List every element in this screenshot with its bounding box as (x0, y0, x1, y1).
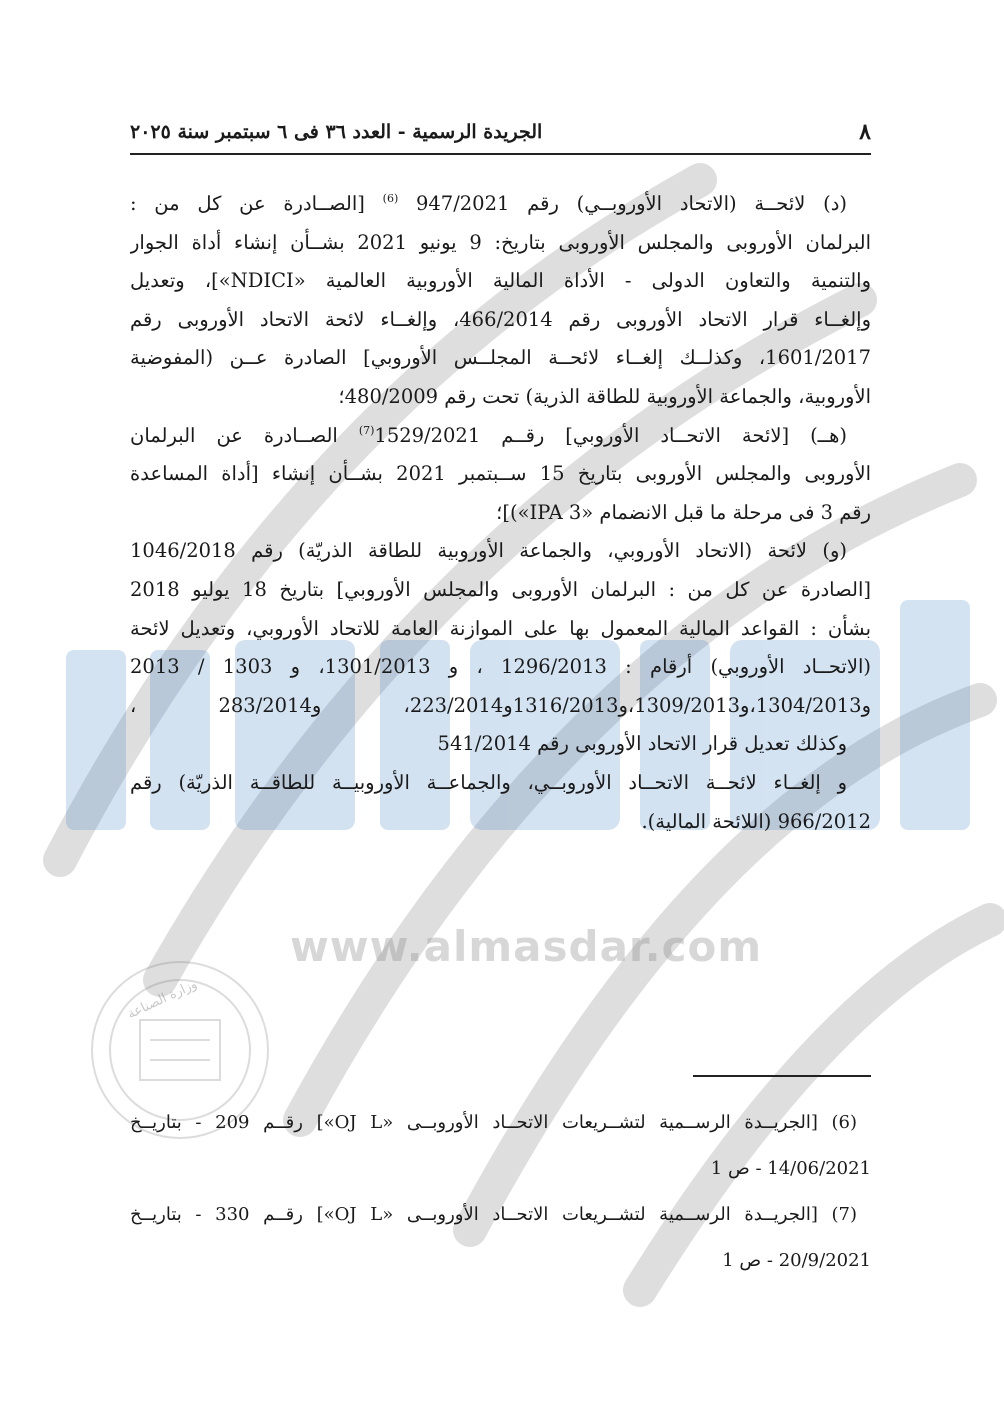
footnote-line: (6) [الجريــدة الرســمية لتشــريعات الاتحــاد الأوروبــى «OJ L»] رقــم 209 - بتاريــخ (130, 1112, 857, 1133)
paragraph-h (130, 417, 871, 533)
text-line: 966/2012 (اللائحة المالية). (641, 809, 871, 833)
text-line: (الاتحــاد الأوروبي) أرقام : 1296/2013 ، و 1301/2013، و 1303 / 2013 (130, 655, 871, 679)
text-line: وإلغــاء قرار الاتحاد الأوروبى رقم 466/2014، وإلغــاء لائحة الاتحاد الأوروبى رقم (130, 307, 871, 331)
footnote-line: (7) [الجريــدة الرســمية لتشــريعات الاتحــاد الأوروبــى «OJ L»] رقــم 330 - بتاريــخ (130, 1204, 857, 1225)
text-line: [الصادرة عن كل من : البرلمان الأوروبى والمجلس الأوروبي] بتاريخ 18 يوليو 2018 (130, 577, 871, 601)
footnote-ref: (7) (358, 423, 375, 437)
text-line: بشأن : القواعد المالية المعمول بها على الموازنة العامة للاتحاد الأوروبي، وتعديل لائحة (130, 616, 871, 640)
header-divider (130, 153, 871, 155)
footnote-6 (130, 1100, 871, 1192)
document-body (130, 185, 871, 841)
text-line: الأوروبية، والجماعة الأوروبية للطاقة الذرية) تحت رقم 480/2009؛ (338, 384, 871, 408)
text-line: البرلمان الأوروبى والمجلس الأوروبى بتاريخ: 9 يونيو 2021 بشــأن إنشاء أداة الجوار (130, 230, 871, 254)
footnote-divider (693, 1075, 871, 1077)
text-line: وكذلك تعديل قرار الاتحاد الأوروبى رقم 541/2014 (437, 732, 847, 756)
watermark-seal-text: وزارة الصناعة (125, 976, 200, 1023)
text-line: (و) لائحة (الاتحاد الأوروبي، والجماعة الأوروبية للطاقة الذريّة) رقم 1046/2018 (130, 539, 847, 563)
text-line: (هــ) [لائحة الاتحــاد الأوروبي] رقــم 1529/2021$^{(7)}$ الصــادرة عن البرلمان (130, 423, 847, 447)
text-line: الأوروبى والمجلس الأوروبى بتاريخ 15 ســبتمبر 2021 بشــأن إنشاء [أداة المساعدة (130, 462, 871, 486)
paragraph-d (130, 185, 871, 417)
footnote-7 (130, 1192, 871, 1284)
text-line: رقم 3 فى مرحلة ما قبل الانضمام «IPA 3»)]؛ (496, 500, 871, 524)
watermark-site-text: www.almasdar.com (290, 922, 763, 971)
footnote-ref: (6) (382, 192, 399, 205)
footnote-line: 14/06/2021 - ص 1 (710, 1158, 871, 1179)
footnotes (130, 1100, 871, 1284)
text-line: و1304/2013،و1309/2013،و1316/2013و223/2014، و283/2014 ، (130, 693, 871, 717)
page-number: ٨ (859, 119, 871, 145)
gazette-title: الجريدة الرسمية - العدد ٣٦ فى ٦ سبتمبر سنة ٢٠٢٥ (130, 121, 543, 143)
text-line: والتنمية والتعاون الدولى - الأداة المالية الأوروبية العالمية «NDICI»]، وتعديل (130, 269, 871, 293)
page-header (130, 112, 871, 152)
paragraph-w (130, 532, 871, 841)
text-line: و إلغــاء لائحــة الاتحــاد الأوروبــي، والجماعــة الأوروبيــة للطاقــة الذريّة) رقم (130, 770, 847, 794)
footnote-line: 20/9/2021 - ص 1 (722, 1250, 871, 1271)
text-line: 1601/2017، وكذلــك إلغــاء لائحــة المجلــس الأوروبي] الصادرة عــن (المفوضية (130, 346, 871, 370)
text-line: (د) لائحــة (الاتحاد الأوروبــي) رقم 947/2021 $^{(6)}$ [الصــادرة عن كل من : (130, 192, 848, 215)
